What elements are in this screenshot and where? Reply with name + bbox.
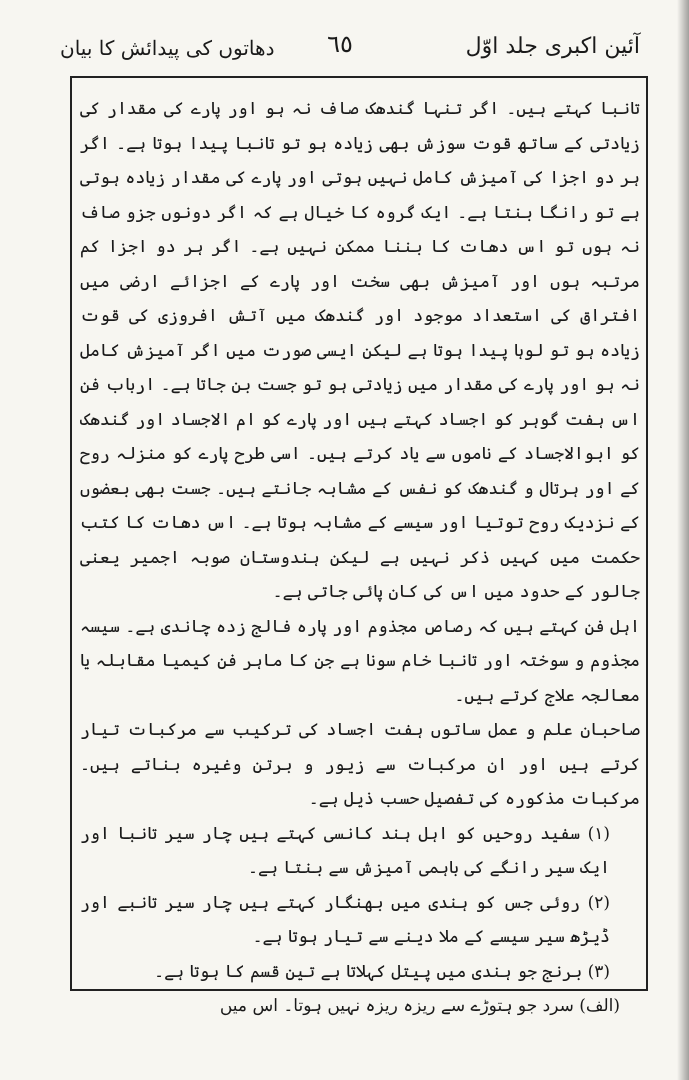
paragraph: اہل فن کہتے ہیں کہ رصاص مجذوم اور پارہ فالج زدہ چاندی ہے۔ سیسہ مجذوم و سوختہ اور تانبا خام سونا ہے جن کا ماہر فن کیمیا مقابلہ یا معالجہ علاج کرتے ہیں۔ [80, 616, 640, 706]
list-item: (۱) سفید روحیں کو اہل ہند کانسی کہتے ہیں چار سیر تانبا اور ایک سیر رانگے کی باہمی آمیزش سے بنتا ہے۔ [80, 823, 610, 878]
list-item: (۳) برنج جو ہندی میں پیتل کہلاتا ہے تین قسم کا ہوتا ہے۔ [154, 961, 610, 982]
list-item: (۲) روئی جس کو ہندی میں بھنگار کہتے ہیں چار سیر تانبے اور ڈیڑھ سیر سیسے کے ملا دینے سے تیار ہوتا ہے۔ [80, 892, 610, 947]
paragraph: صاحبان علم و عمل ساتوں ہفت اجساد کی ترکیب سے مرکبات تیار کرتے ہیں اور ان مرکبات سے زیور و برتن وغیرہ بناتے ہیں۔ مرکبات مذکورہ کی تفصیل حسب ذیل ہے۔ [80, 720, 640, 809]
page-header [40, 30, 640, 66]
paragraph: تانبا کہتے ہیں۔ اگر تنہا گندھک صاف نہ ہو اور پارے کی مقدار کی زیادتی کے ساتھ قوت سوزش بھی زیادہ ہو تو تانبا پیدا ہوتا ہے۔ اگر ہر دو اجزا کی آمیزش کامل نہیں ہوتی اور پارے کی مقدار زیادہ ہوتی ہے تو رانگا بنتا ہے۔ ایک گروہ کا خیال ہے کہ اگر دونوں جزو صاف نہ ہوں تو اس دھات کا بننا ممکن نہیں ہے۔ اگر ہر دو اجزا کم مرتبہ ہوں اور آمیزش بھی سخت اور پارے کے اجزائے ارضی میں افتراق کی استعداد موجود اور گندھک میں آتش افروزی کی قوت زیادہ ہو تو لوہا پیدا ہوتا ہے لیکن ایسی صورت میں اگر آمیزش کامل نہ ہو اور پارے کی مقدار میں زیادتی ہو تو جست بن جاتا ہے۔ ارباب فن اس ہفت گوہر کو اجساد کہتے ہیں اور پارے کو ام الاجساد اور گندھک کو ابوالاجساد کے ناموں سے یاد کرتے ہیں۔ اسی طرح پارے کو منزلہ روح کے اور ہرتال و گندھک کو نفس کے مشابہ جانتے ہیں۔ جست بھی بعضوں کے نزدیک روح توتیا اور سیسے کے مشابہ ہوتا ہے۔ اس دھات کا کتب حکمت میں کہیں ذکر نہیں ہے لیکن ہندوستان صوبہ اجمیر یعنی جالور کے حدود میں اس کی کان پائی جاتی ہے۔ [80, 99, 640, 602]
running-title: آئین اکبری جلد اوّل [465, 34, 640, 59]
chapter-title: دھاتوں کی پیدائش کا بیان [60, 36, 275, 60]
body-text [80, 92, 640, 1016]
sub-list-item: (الف) سرد جو ہتوڑے سے ریزہ ریزہ نہیں ہوتا۔ اس میں [219, 996, 620, 1016]
page-edge-shadow [677, 0, 689, 1080]
page-number: ٦٥ [327, 30, 353, 58]
